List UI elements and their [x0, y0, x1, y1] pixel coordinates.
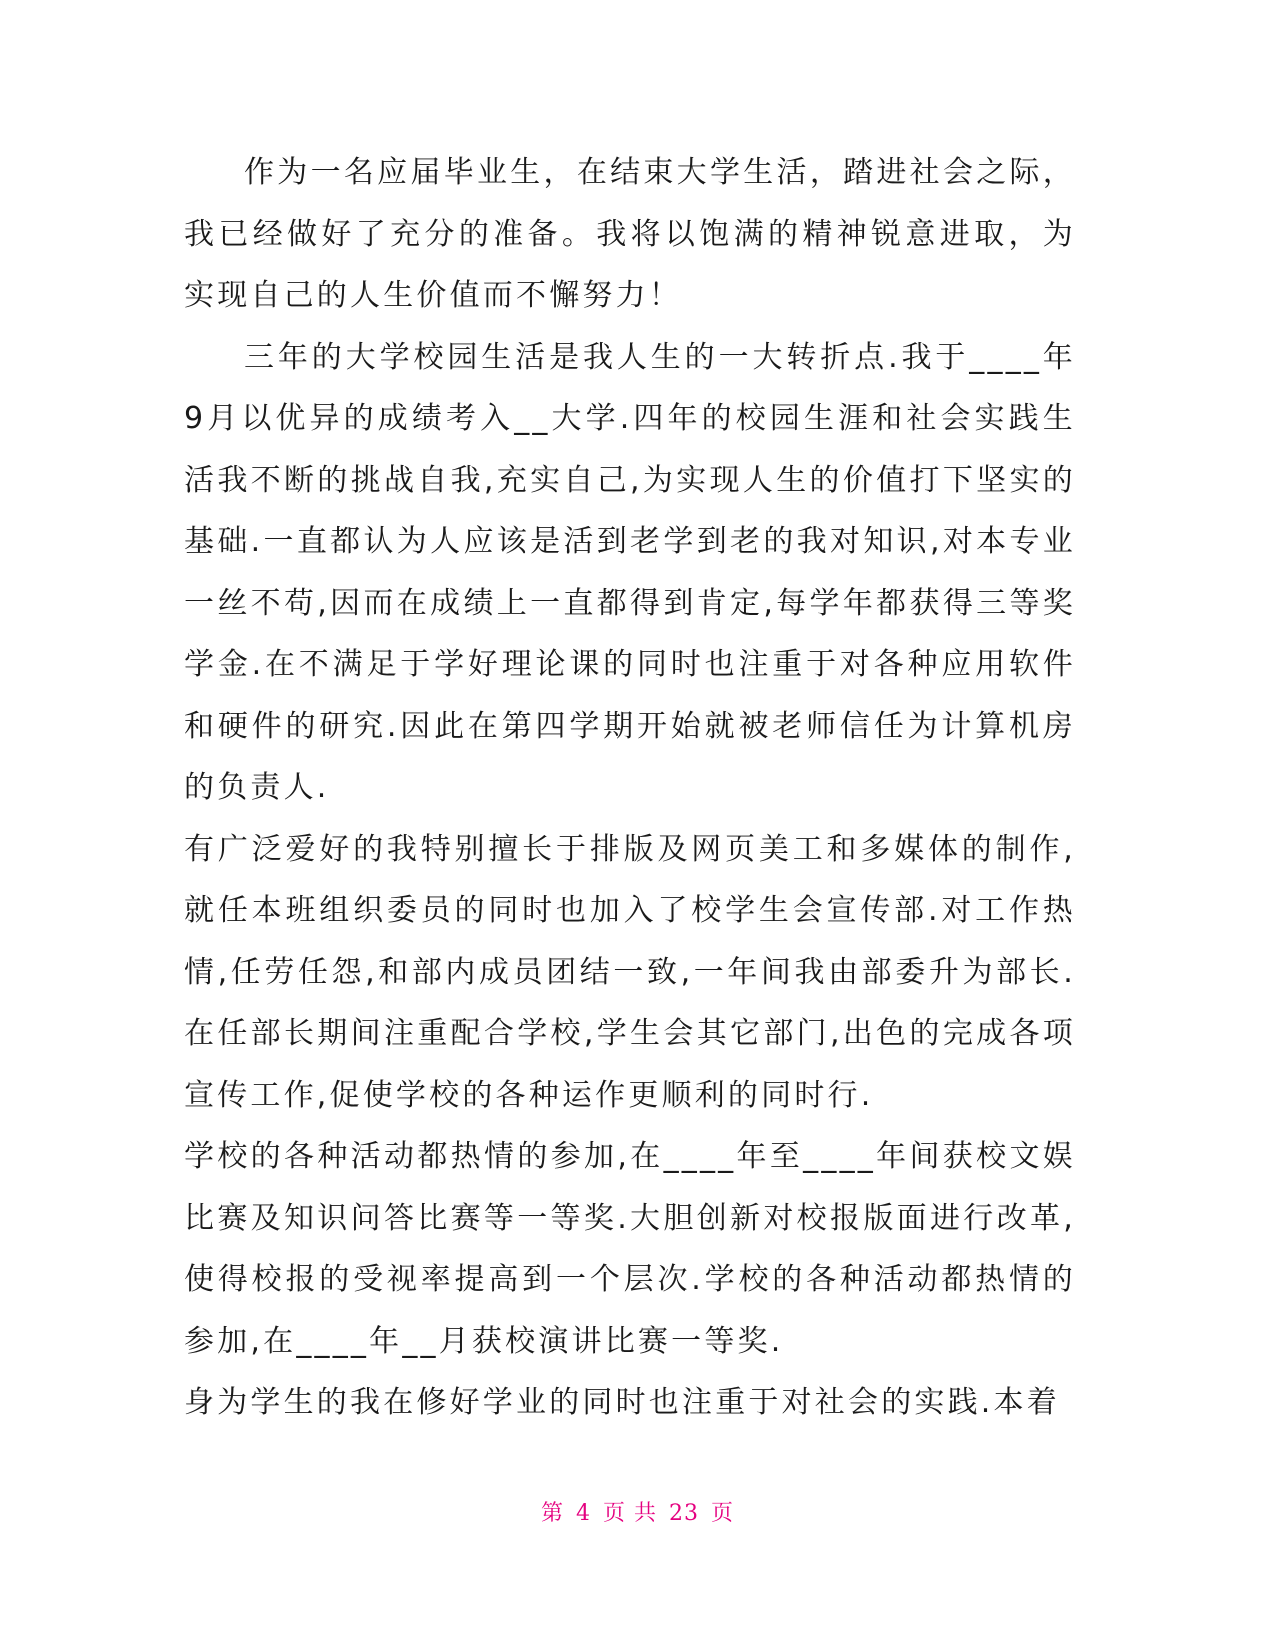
paragraph: 有广泛爱好的我特别擅长于排版及网页美工和多媒体的制作,就任本班组织委员的同时也加入了校学生会宣传部.对工作热情,任劳任怨,和部内成员团结一致,一年间我由部委升为部长.在任部长期间注重配合学校,学生会其它部门,出色的完成各项宣传工作,促使学校的各种运作更顺利的同时行. — [184, 831, 1076, 1113]
paragraph: 三年的大学校园生活是我人生的一大转折点.我于____年9月以优异的成绩考入__大学.四年的校园生涯和社会实践生活我不断的挑战自我,充实自己,为实现人生的价值打下坚实的基础.一直都认为人应该是活到老学到老的我对知识,对本专业一丝不苟,因而在成绩上一直都得到肯定,每学年都获得三等奖学金.在不满足于学好理论课的同时也注重于对各种应用软件和硬件的研究.因此在第四学期开始就被老师信任为计算机房的负责人. — [184, 339, 1076, 805]
page-number-footer — [0, 1496, 1275, 1527]
paragraph: 作为一名应届毕业生，在结束大学生活，踏进社会之际，我已经做好了充分的准备。我将以饱满的精神锐意进取，为实现自己的人生价值而不懈努力！ — [184, 155, 1076, 313]
footer-prefix: 第 — [540, 1501, 564, 1526]
current-page-number: 4 — [576, 1501, 591, 1526]
paragraph: 身为学生的我在修好学业的同时也注重于对社会的实践.本着 — [184, 1385, 1060, 1420]
paragraph: 学校的各种活动都热情的参加,在____年至____年间获校文娱比赛及知识问答比赛等一等奖.大胆创新对校报版面进行改革,使得校报的受视率提高到一个层次.学校的各种活动都热情的参加,在____年__月获校演讲比赛一等奖. — [184, 1139, 1076, 1359]
footer-middle: 页 共 — [603, 1501, 657, 1526]
footer-suffix: 页 — [711, 1501, 735, 1526]
total-page-count: 23 — [669, 1501, 699, 1526]
document-body — [184, 142, 1076, 1434]
